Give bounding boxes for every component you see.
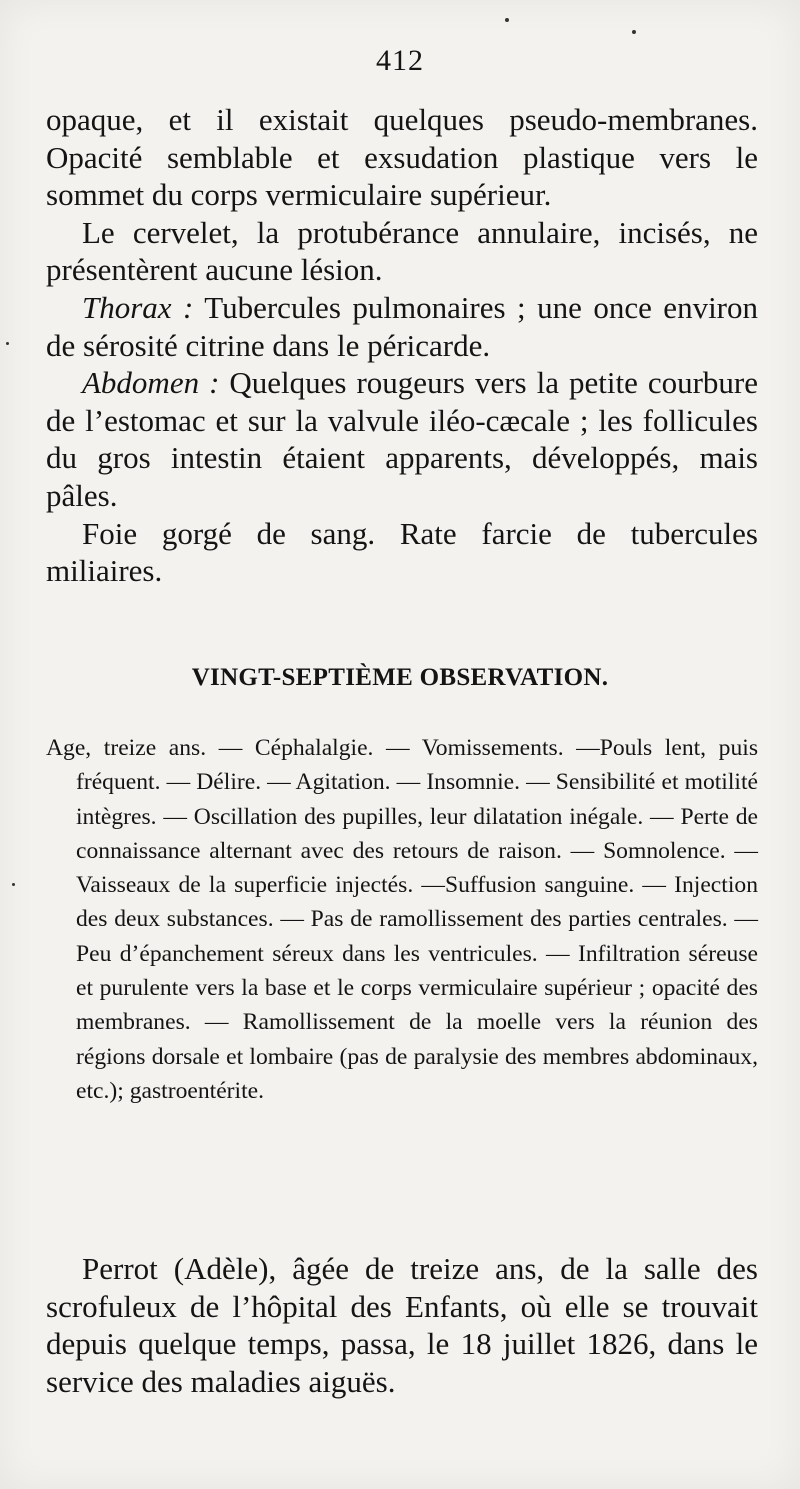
- paragraph-opaque: opaque, et il existait quelques pseudo-membranes. Opacité semblable et exsudation plastique vers le sommet du corps vermiculaire supérieur.: [46, 102, 758, 213]
- paragraph-perrot: Perrot (Adèle), âgée de treize ans, de la salle des scrofuleux de l’hôpital des Enfants, où elle se trouvait depuis quelque temps, passa, le 18 juillet 1826, dans le service des maladies aiguës.: [46, 1251, 758, 1399]
- ink-speck: [505, 18, 509, 22]
- thorax-text: Tubercules pulmonaires ; une once environ de sérosité citrine dans le péricarde.: [46, 289, 758, 363]
- abdomen-text: Quelques rougeurs vers la petite courbure de l’estomac et sur la valvule iléo-cæcale ; les follicules du gros intestin étaient apparents, développés, mais pâles.: [46, 365, 758, 513]
- abdomen-label: Abdomen :: [82, 365, 220, 401]
- paragraph-thorax: [46, 289, 758, 364]
- top-text-block: [46, 101, 758, 590]
- thorax-label: Thorax :: [82, 289, 194, 325]
- observation-heading: VINGT-SEPTIÈME OBSERVATION.: [191, 664, 609, 691]
- paragraph-abdomen: [46, 364, 758, 514]
- bottom-text-block: [46, 1250, 758, 1400]
- observation-summary: Age, treize ans. — Céphalalgie. — Vomissements. —Pouls lent, puis fréquent. — Délire. — Agitation. — Insomnie. — Sensibilité et motilité intègres. — Oscillation des pupilles, leur dilatation inégale. — Perte de connaissance alternant avec des retours de raison. — Somnolence. — Vaisseaux de la superficie injectés. —Suffusion sanguine. — Injection des deux substances. — Pas de ramollissement des parties centrales. — Peu d’épanchement séreux dans les ventricules. — Infiltration séreuse et purulente vers la base et le corps vermiculaire supérieur ; opacité des membranes. — Ramollissement de la moelle vers la réunion des régions dorsale et lombaire (pas de paralysie des membres abdominaux, etc.); gastroentérite.: [46, 735, 758, 1104]
- page-number: 412: [376, 44, 424, 77]
- paragraph-foie: Foie gorgé de sang. Rate farcie de tubercules miliaires.: [46, 515, 758, 589]
- ink-speck: [632, 30, 636, 34]
- ink-speck: [12, 883, 15, 886]
- ink-speck: [6, 342, 9, 345]
- paragraph-cervelet: Le cervelet, la protubérance annulaire, incisés, ne présentèrent aucune lésion.: [46, 214, 758, 288]
